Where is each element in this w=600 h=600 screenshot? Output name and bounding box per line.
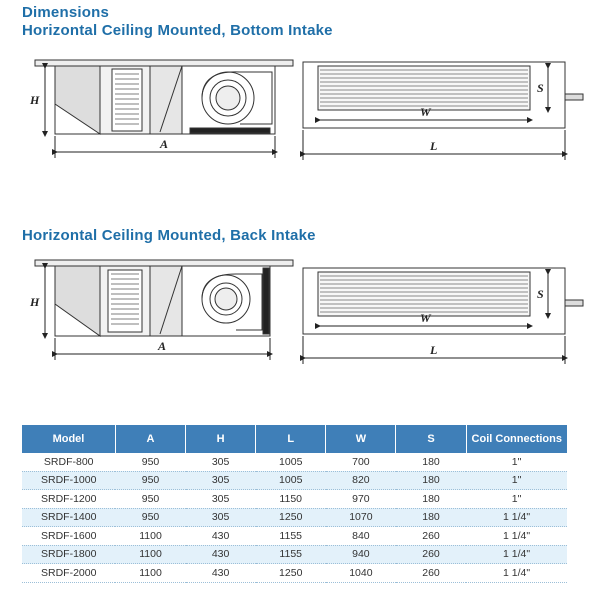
cell-a: 1100 — [115, 545, 185, 564]
cell-s: 180 — [396, 508, 466, 527]
label-a: A — [160, 137, 169, 151]
cell-s: 260 — [396, 564, 466, 583]
table-header-row — [22, 425, 567, 453]
section-title-back-intake: Horizontal Ceiling Mounted, Back Intake — [22, 227, 316, 244]
cell-a: 950 — [115, 508, 185, 527]
table-row — [22, 508, 567, 527]
cell-l: 1005 — [256, 453, 326, 471]
col-header: A — [115, 425, 185, 453]
cell-s: 260 — [396, 527, 466, 546]
section-title-bottom-intake: Horizontal Ceiling Mounted, Bottom Intake — [22, 22, 333, 39]
cell-model: SRDF-1800 — [22, 545, 115, 564]
cell-s: 180 — [396, 490, 466, 509]
col-header: S — [396, 425, 466, 453]
cell-w: 840 — [326, 527, 396, 546]
cell-h: 305 — [186, 490, 256, 509]
side-view — [35, 260, 293, 336]
table-row — [22, 453, 567, 471]
cell-l: 1250 — [256, 508, 326, 527]
cell-a: 1100 — [115, 527, 185, 546]
label-l: L — [430, 139, 438, 153]
cell-w: 940 — [326, 545, 396, 564]
cell-a: 950 — [115, 453, 185, 471]
cell-h: 430 — [186, 564, 256, 583]
label-w: W — [420, 311, 431, 325]
cell-l: 1250 — [256, 564, 326, 583]
table-row — [22, 564, 567, 583]
cell-s: 180 — [396, 471, 466, 490]
table-row — [22, 527, 567, 546]
cell-w: 1040 — [326, 564, 396, 583]
cell-s: 180 — [396, 453, 466, 471]
back-intake-drawing — [0, 254, 600, 374]
table-row — [22, 471, 567, 490]
cell-coil: 1 1/4" — [466, 564, 567, 583]
spec-table — [22, 425, 567, 583]
col-header: Coil Connections — [466, 425, 567, 453]
col-header: L — [256, 425, 326, 453]
cell-coil: 1" — [466, 453, 567, 471]
cell-l: 1155 — [256, 527, 326, 546]
col-header: Model — [22, 425, 115, 453]
cell-coil: 1 1/4" — [466, 545, 567, 564]
bottom-intake-drawing — [0, 44, 600, 174]
cell-model: SRDF-1400 — [22, 508, 115, 527]
cell-model: SRDF-1600 — [22, 527, 115, 546]
cell-h: 305 — [186, 471, 256, 490]
label-h: H — [30, 93, 40, 107]
label-l: L — [430, 343, 438, 357]
cell-coil: 1 1/4" — [466, 527, 567, 546]
cell-w: 970 — [326, 490, 396, 509]
cell-w: 700 — [326, 453, 396, 471]
front-view — [303, 62, 583, 128]
cell-h: 305 — [186, 453, 256, 471]
table-row — [22, 545, 567, 564]
cell-model: SRDF-2000 — [22, 564, 115, 583]
label-s: S — [537, 287, 544, 301]
cell-a: 1100 — [115, 564, 185, 583]
cell-h: 430 — [186, 545, 256, 564]
cell-s: 260 — [396, 545, 466, 564]
cell-model: SRDF-800 — [22, 453, 115, 471]
cell-l: 1155 — [256, 545, 326, 564]
cell-model: SRDF-1000 — [22, 471, 115, 490]
cell-h: 305 — [186, 508, 256, 527]
cell-a: 950 — [115, 471, 185, 490]
cell-coil: 1" — [466, 490, 567, 509]
cell-h: 430 — [186, 527, 256, 546]
cell-a: 950 — [115, 490, 185, 509]
front-view — [303, 268, 583, 334]
cell-coil: 1 1/4" — [466, 508, 567, 527]
page-title: Dimensions — [22, 4, 110, 21]
label-w: W — [420, 105, 431, 119]
label-a: A — [158, 339, 167, 353]
label-s: S — [537, 81, 544, 95]
label-h: H — [30, 295, 40, 309]
cell-model: SRDF-1200 — [22, 490, 115, 509]
cell-coil: 1" — [466, 471, 567, 490]
side-view — [35, 60, 293, 134]
cell-w: 820 — [326, 471, 396, 490]
cell-w: 1070 — [326, 508, 396, 527]
col-header: H — [186, 425, 256, 453]
cell-l: 1005 — [256, 471, 326, 490]
col-header: W — [326, 425, 396, 453]
table-row — [22, 490, 567, 509]
cell-l: 1150 — [256, 490, 326, 509]
